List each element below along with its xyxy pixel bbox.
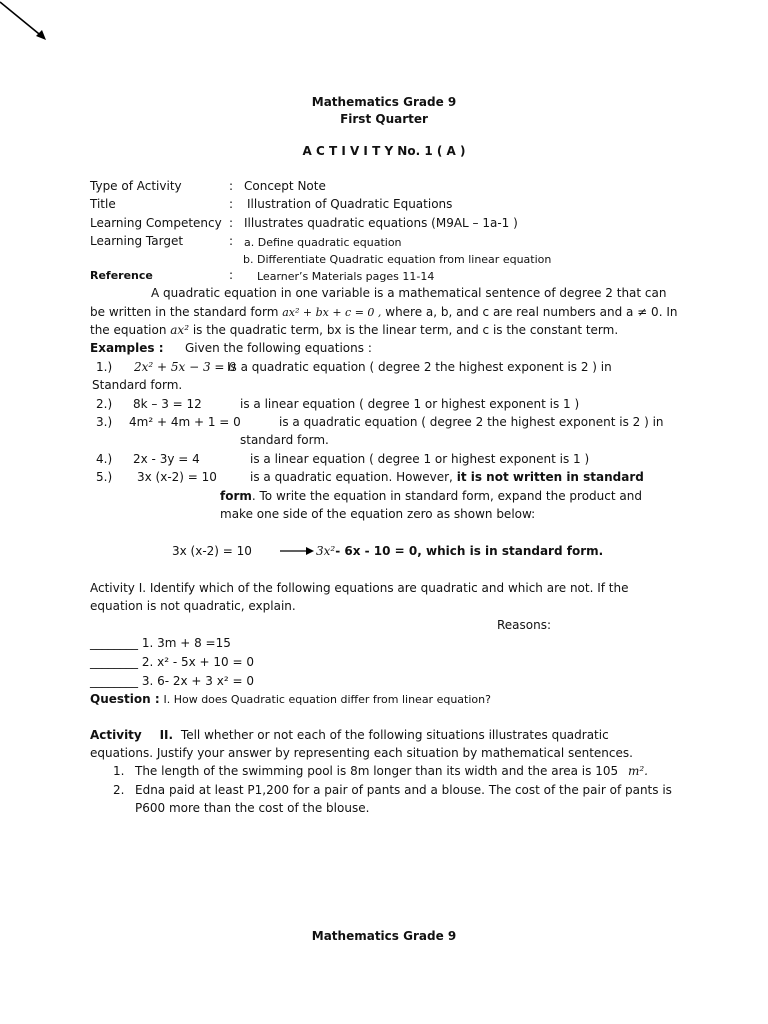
example-4-desc: is a linear equation ( degree 1 or highest exponent is 1 ) (250, 452, 590, 466)
activity2-item-1-text: The length of the swimming pool is 8m longer than its width and the area is 105 m². (135, 764, 648, 778)
example-3-cont: standard form. (240, 433, 329, 447)
meta-colon: : (229, 179, 234, 193)
meta-colon: : (229, 268, 234, 282)
example-5-eq: 3x (x-2) = 10 (137, 470, 217, 484)
transform-left: 3x (x-2) = 10 (172, 544, 252, 558)
meta-value-competency: Illustrates quadratic equations (M9AL – 1a-1 ) (244, 216, 518, 230)
intro-line-1: A quadratic equation in one variable is a mathematical sentence of degree 2 that can (151, 286, 667, 300)
example-2-desc: is a linear equation ( degree 1 or highest exponent is 1 ) (240, 397, 580, 411)
meta-label-reference: Reference (90, 269, 153, 282)
example-3-num: 3.) (96, 415, 113, 429)
example-4-eq: 2x - 3y = 4 (133, 452, 200, 466)
corner-arrow-icon (0, 0, 50, 45)
activity1-line-1: Activity I. Identify which of the following equations are quadratic and which are not. If the (90, 581, 629, 595)
example-1-num: 1.) (96, 360, 113, 374)
activity1-item-3: ________ 3. 6- 2x + 3 x² = 0 (90, 674, 254, 688)
activity2-item-2-cont: P600 more than the cost of the blouse. (135, 801, 370, 815)
example-1-desc: Is a quadratic equation ( degree 2 the highest exponent is 2 ) in (227, 360, 612, 374)
examples-label: Examples : (90, 341, 164, 355)
meta-value-type: Concept Note (244, 179, 326, 193)
example-2-num: 2.) (96, 397, 113, 411)
example-3-eq: 4m² + 4m + 1 = 0 (129, 415, 241, 429)
doc-title: Mathematics Grade 9 (311, 95, 457, 109)
activity1-question: Question : I. How does Quadratic equation differ from linear equation? (90, 692, 491, 706)
example-5-desc: is a quadratic equation. However, it is not written in standard (250, 470, 644, 484)
example-1-eq: 2x² + 5x − 3 = 0 (134, 360, 236, 374)
meta-value-target-b: b. Differentiate Quadratic equation from linear equation (243, 253, 552, 266)
example-5-cont2: make one side of the equation zero as shown below: (220, 507, 536, 521)
reasons-label: Reasons: (497, 618, 552, 632)
intro-line-3: the equation ax² is the quadratic term, bx is the linear term, and c is the constant term. (90, 323, 619, 337)
meta-value-title: Illustration of Quadratic Equations (247, 197, 453, 211)
meta-label-target: Learning Target (90, 234, 184, 248)
activity2-item-2-text: Edna paid at least P1,200 for a pair of pants and a blouse. The cost of the pair of pants is (135, 783, 672, 797)
meta-label-type: Type of Activity (90, 179, 182, 193)
right-arrow-icon (280, 546, 314, 556)
meta-label-title: Title (90, 197, 116, 211)
example-4-num: 4.) (96, 452, 113, 466)
meta-colon: : (229, 234, 234, 248)
example-3-desc: is a quadratic equation ( degree 2 the highest exponent is 2 ) in (279, 415, 664, 429)
example-2-eq: 8k – 3 = 12 (133, 397, 202, 411)
activity2-item-2-num: 2. (113, 783, 125, 797)
example-5-num: 5.) (96, 470, 113, 484)
meta-colon: : (229, 216, 234, 230)
meta-value-reference: Learner’s Materials pages 11-14 (257, 270, 435, 283)
activity2-line-2: equations. Justify your answer by representing each situation by mathematical sentences. (90, 746, 633, 760)
doc-quarter: First Quarter (340, 112, 428, 126)
intro-line-2: be written in the standard form ax² + bx + c = 0 , where a, b, and c are real numbers and a ≠ 0. In (90, 305, 678, 319)
examples-lead: Given the following equations : (185, 341, 372, 355)
activity1-item-2: ________ 2. x² - 5x + 10 = 0 (90, 655, 254, 669)
footer-title: Mathematics Grade 9 (311, 929, 457, 943)
activity-heading: A C T I V I T Y No. 1 ( A ) (302, 144, 466, 158)
activity2-line-1: Activity II. Tell whether or not each of the following situations illustrates quadratic (90, 728, 609, 742)
activity2-item-1-num: 1. (113, 764, 125, 778)
activity1-item-1: ________ 1. 3m + 8 =15 (90, 636, 231, 650)
meta-label-competency: Learning Competency (90, 216, 222, 230)
example-1-cont: Standard form. (92, 378, 183, 392)
meta-value-target-a: a. Define quadratic equation (244, 236, 402, 249)
activity1-line-2: equation is not quadratic, explain. (90, 599, 296, 613)
example-5-cont: form. To write the equation in standard form, expand the product and (220, 489, 642, 503)
transform-right: 3x²- 6x - 10 = 0, which is in standard form. (316, 544, 604, 558)
meta-colon: : (229, 197, 234, 211)
